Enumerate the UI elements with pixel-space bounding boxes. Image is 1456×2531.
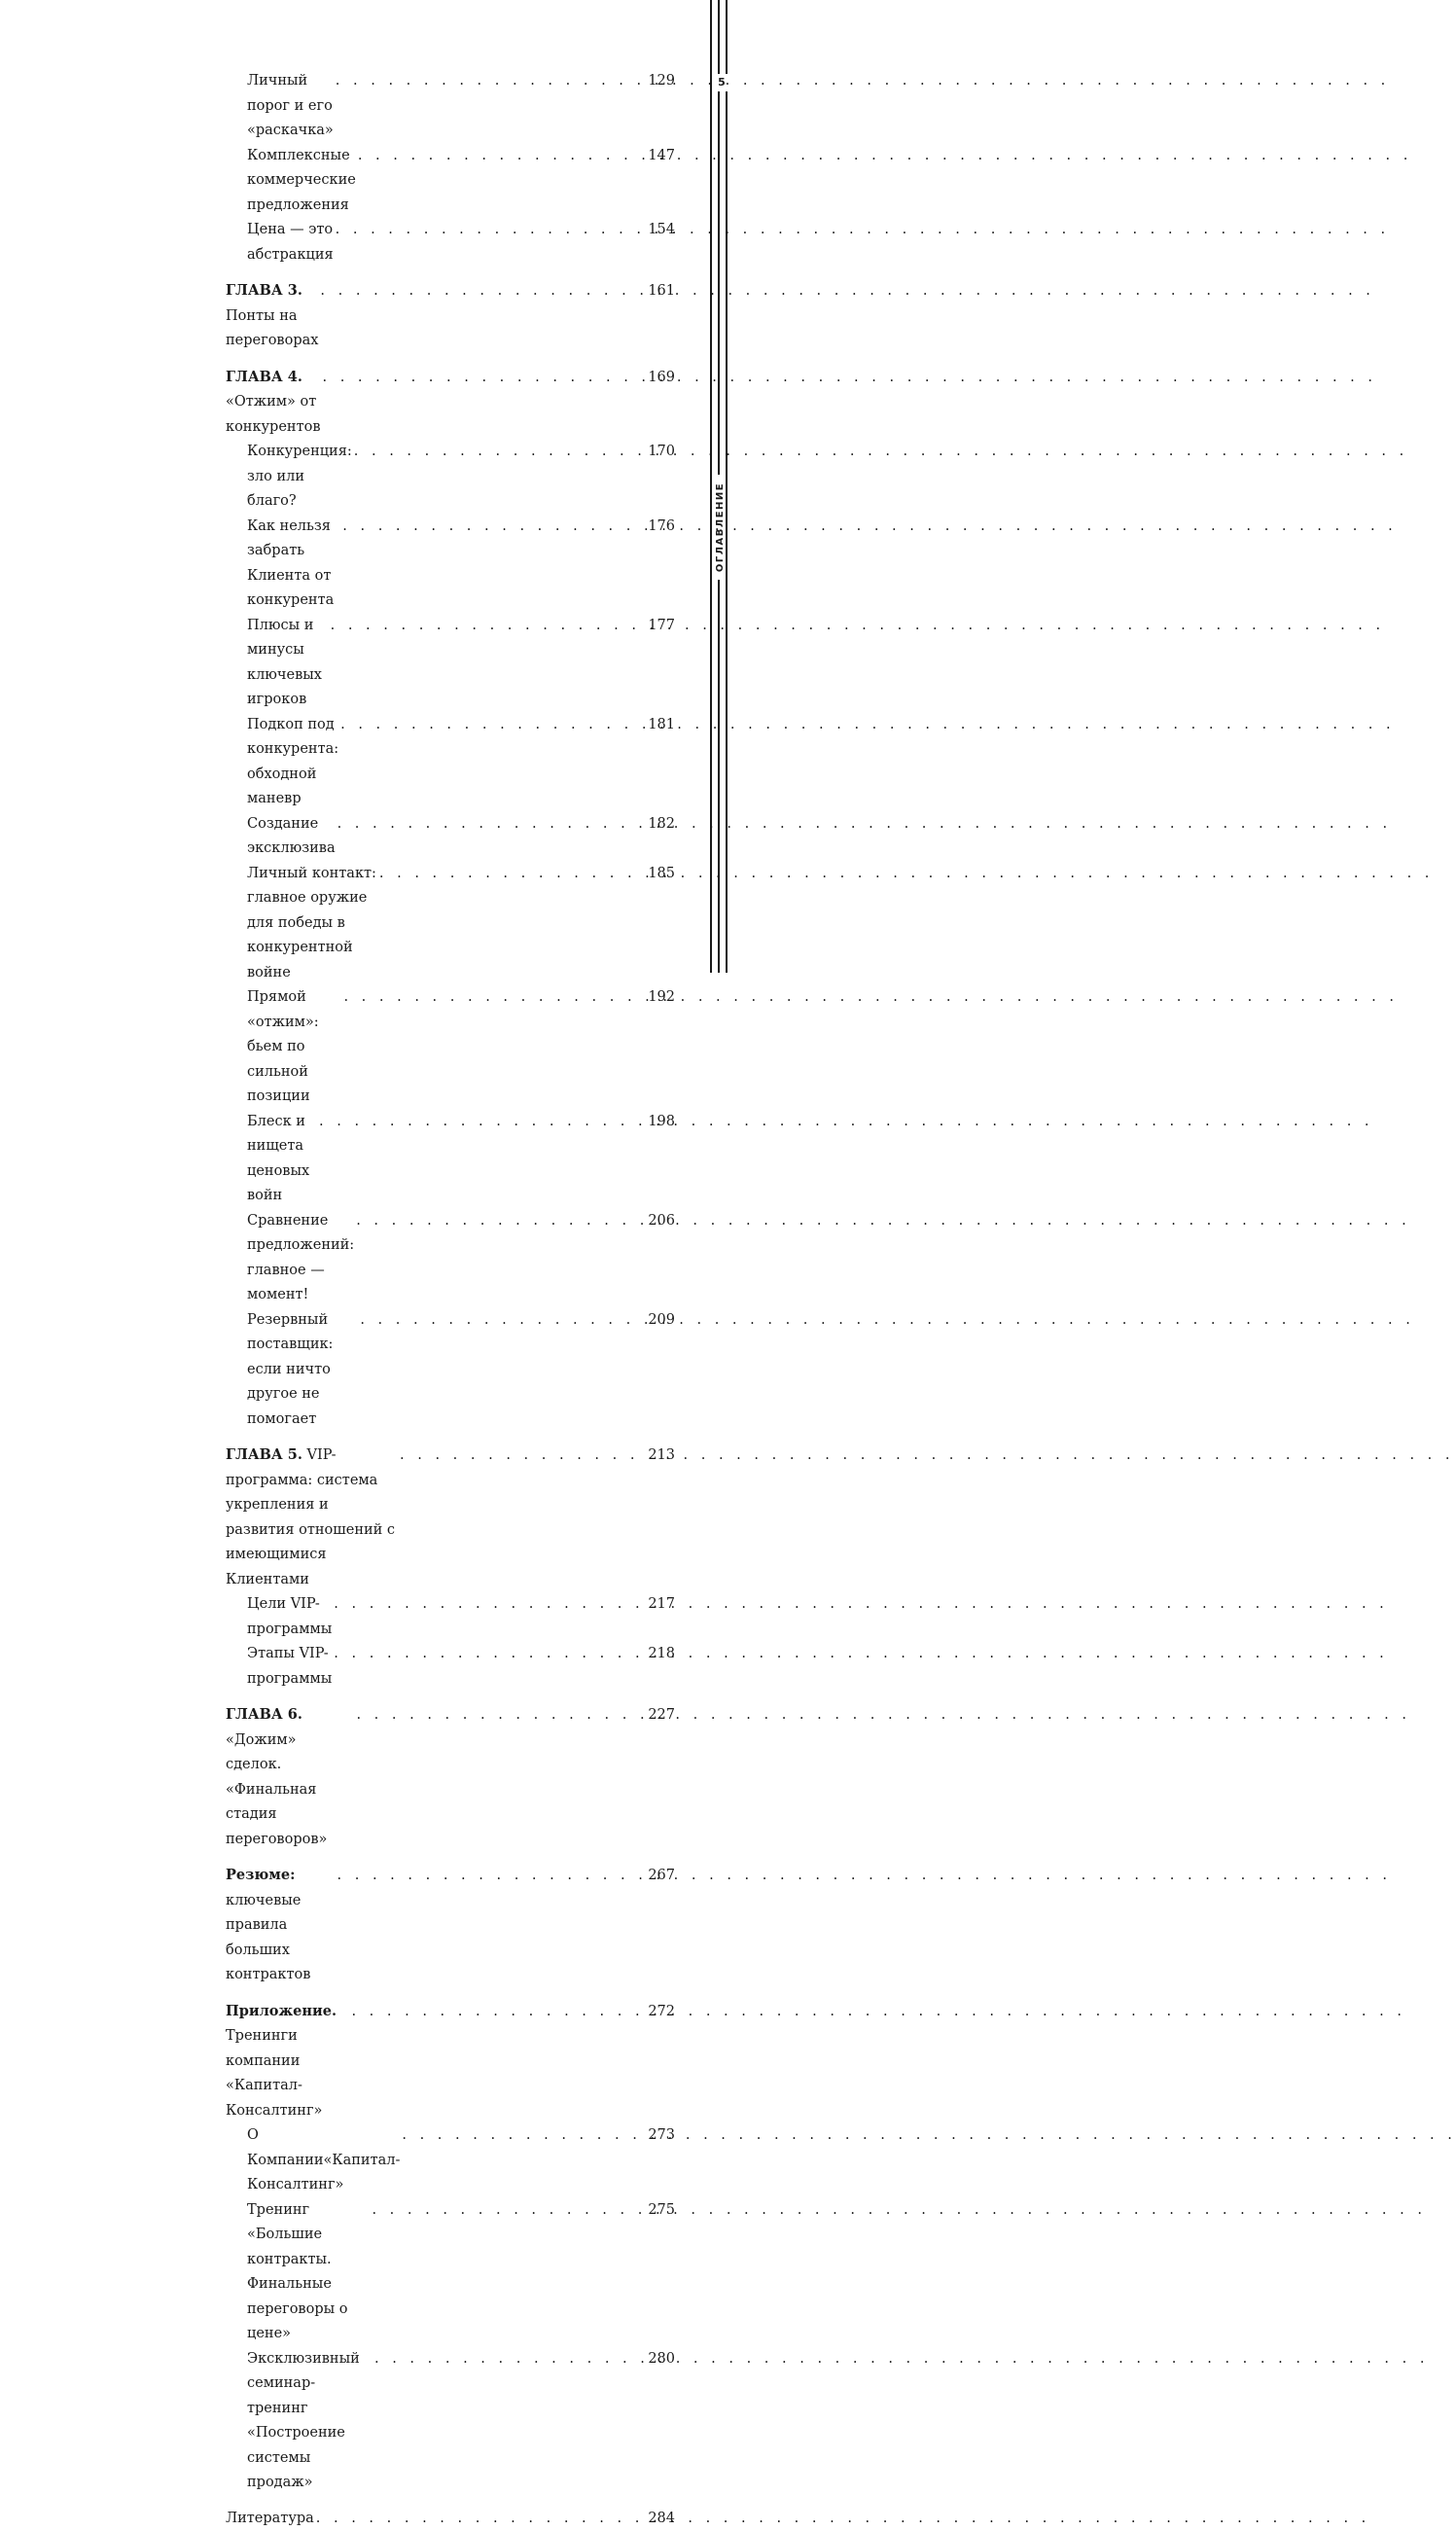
entry-text: Создание эксклюзива xyxy=(247,816,336,857)
toc-entry[interactable] xyxy=(226,1702,675,1852)
entry-prefix: Приложение. xyxy=(226,2003,337,2019)
entry-title xyxy=(247,614,329,713)
entry-page-number: 177 xyxy=(648,614,675,639)
toc-entry[interactable] xyxy=(226,1863,675,1988)
entry-title xyxy=(247,1592,332,1642)
entry-text: Плюсы и минусы ключевых игроков xyxy=(247,618,322,708)
entry-page-number: 267 xyxy=(648,1864,675,1889)
toc-subentry[interactable] xyxy=(226,1308,675,1433)
entry-title xyxy=(247,812,336,862)
dot-leader xyxy=(336,1864,649,1889)
dot-leader xyxy=(352,440,649,465)
dot-leader xyxy=(354,1703,648,1729)
toc-subentry[interactable] xyxy=(226,2198,675,2347)
toc-entry[interactable] xyxy=(226,1443,675,1592)
entry-page-number: 161 xyxy=(648,279,675,304)
dot-leader xyxy=(314,2507,649,2531)
toc-entry[interactable] xyxy=(226,278,675,354)
entry-text: ключевые правила больших контрактов xyxy=(226,1893,310,1983)
entry-text: Блеск и нищета ценовых войн xyxy=(247,1114,309,1204)
toc-subentry[interactable] xyxy=(226,862,675,986)
section-label-text: ОГЛАВЛЕНИЕ xyxy=(715,475,726,580)
dot-leader xyxy=(398,1444,648,1469)
dot-leader xyxy=(332,1592,648,1618)
entry-text: Личный контакт: главное оружие для победы в конкурентной войне xyxy=(247,866,376,980)
entry-prefix: ГЛАВА 4. xyxy=(226,369,302,385)
entry-page-number: 198 xyxy=(648,1110,675,1135)
entry-page-number: 218 xyxy=(648,1642,675,1667)
entry-title xyxy=(247,2123,400,2198)
toc-subentry[interactable] xyxy=(226,144,675,219)
toc-subentry[interactable] xyxy=(226,1110,675,1209)
toc-entry[interactable] xyxy=(226,1999,675,2124)
entry-page-number: 272 xyxy=(648,2000,675,2025)
entry-title xyxy=(247,1308,358,1433)
entry-title xyxy=(247,1642,332,1692)
toc-subentry[interactable] xyxy=(226,713,675,812)
toc-subentry[interactable] xyxy=(226,69,675,144)
entry-text: Комплексные коммерческие предложения xyxy=(247,148,356,213)
dot-leader xyxy=(400,2123,648,2149)
entry-text: Литература xyxy=(226,2511,314,2526)
entry-text: Конкуренция: зло или благо? xyxy=(247,444,352,509)
entry-text: «Дожим» сделок. «Финальная стадия переговоров» xyxy=(226,1732,327,1847)
toc-subentry[interactable] xyxy=(226,2123,675,2198)
entry-text: Понты на переговорах xyxy=(226,308,318,349)
entry-page-number: 129 xyxy=(648,69,675,94)
dot-leader xyxy=(358,1308,648,1334)
dot-leader xyxy=(329,614,649,639)
entry-title xyxy=(247,440,352,515)
entry-page-number: 154 xyxy=(648,218,675,243)
entry-text: Тренинги компании «Капитал-Консалтинг» xyxy=(226,2028,322,2119)
entry-page-number: 147 xyxy=(648,144,675,169)
entry-prefix: Резюме: xyxy=(226,1867,295,1883)
dot-leader xyxy=(340,515,648,540)
entry-page-number: 176 xyxy=(648,515,675,540)
entry-text: Тренинг «Большие контракты. Финальные переговоры о цене» xyxy=(247,2202,348,2342)
toc-entry[interactable] xyxy=(226,365,675,441)
toc-subentry[interactable] xyxy=(226,515,675,614)
entry-page-number: 280 xyxy=(648,2347,675,2372)
toc-subentry[interactable] xyxy=(226,614,675,713)
entry-title xyxy=(226,1863,336,1988)
toc-subentry[interactable] xyxy=(226,985,675,1110)
toc-subentry[interactable] xyxy=(226,1209,675,1308)
entry-text: Как нельзя забрать Клиента от конкурента xyxy=(247,518,334,609)
entry-page-number: 209 xyxy=(648,1308,675,1334)
entry-text: Резервный поставщик: если ничто другое не помогает xyxy=(247,1312,333,1427)
dot-leader xyxy=(373,2347,648,2372)
toc-subentry[interactable] xyxy=(226,2347,675,2496)
entry-title xyxy=(247,862,377,986)
entry-text: Личный порог и его «раскачка» xyxy=(247,73,334,138)
toc-entry[interactable] xyxy=(226,2507,675,2531)
toc-subentry[interactable] xyxy=(226,1592,675,1642)
entry-text: Этапы VIP-программы xyxy=(247,1646,332,1687)
entry-page-number: 275 xyxy=(648,2198,675,2224)
dot-leader xyxy=(317,1110,648,1135)
dot-leader xyxy=(334,69,649,94)
entry-prefix: ГЛАВА 5. xyxy=(226,1446,302,1463)
entry-prefix: ГЛАВА 3. xyxy=(226,282,302,299)
entry-text: Прямой «отжим»: бьем по сильной позиции xyxy=(247,989,319,1104)
entry-page-number: 273 xyxy=(648,2123,675,2149)
entry-page-number: 169 xyxy=(648,366,675,391)
entry-title xyxy=(226,1702,354,1852)
entry-title xyxy=(226,2507,314,2531)
dot-leader xyxy=(341,985,648,1011)
entry-page-number: 170 xyxy=(648,440,675,465)
entry-text: Подкоп под конкурента: обходной маневр xyxy=(247,717,338,807)
entry-text: VIP-программа: система укрепления и развития отношений с имеющимися Клиентами xyxy=(226,1447,395,1587)
dot-leader xyxy=(336,812,649,838)
entry-text: О Компании«Капитал-Консалтинг» xyxy=(247,2127,400,2192)
dot-leader xyxy=(318,279,648,304)
entry-prefix: ГЛАВА 6. xyxy=(226,1706,302,1723)
dot-leader xyxy=(338,713,648,738)
entry-title xyxy=(226,365,321,441)
entry-title xyxy=(247,713,338,812)
entry-page-number: 217 xyxy=(648,1592,675,1618)
toc-subentry[interactable] xyxy=(226,1642,675,1692)
toc-subentry[interactable] xyxy=(226,218,675,267)
toc-subentry[interactable] xyxy=(226,440,675,515)
dot-leader xyxy=(354,1209,648,1234)
entry-title xyxy=(226,278,318,354)
dot-leader xyxy=(332,1642,648,1667)
entry-title xyxy=(247,515,340,614)
dot-leader xyxy=(349,2000,648,2025)
entry-page-number: 284 xyxy=(648,2507,675,2531)
entry-text: «Отжим» от конкурентов xyxy=(226,394,321,435)
entry-page-number: 181 xyxy=(648,713,675,738)
entry-title xyxy=(247,144,356,219)
entry-text: Цели VIP-программы xyxy=(247,1596,332,1637)
entry-title xyxy=(247,2198,370,2347)
entry-title xyxy=(226,1999,349,2124)
dot-leader xyxy=(356,144,649,169)
entry-page-number: 206 xyxy=(648,1209,675,1234)
entry-text: Сравнение предложений: главное — момент! xyxy=(247,1213,354,1303)
dot-leader xyxy=(321,366,649,391)
toc-subentry[interactable] xyxy=(226,812,675,862)
entry-page-number: 227 xyxy=(648,1703,675,1729)
entry-title xyxy=(247,1110,317,1209)
dot-leader xyxy=(334,218,649,243)
entry-page-number: 182 xyxy=(648,812,675,838)
entry-title xyxy=(247,985,341,1110)
entry-title xyxy=(247,69,334,144)
entry-title xyxy=(247,2347,373,2496)
entry-page-number: 213 xyxy=(648,1444,675,1469)
entry-text: Цена — это абстракция xyxy=(247,222,334,263)
entry-page-number: 185 xyxy=(648,862,675,887)
entry-page-number: 192 xyxy=(648,985,675,1011)
entry-text: Эксклюзивный семинар-тренинг «Построение системы продаж» xyxy=(247,2351,360,2491)
dot-leader xyxy=(370,2198,648,2224)
dot-leader xyxy=(377,862,648,887)
entry-title xyxy=(247,1209,354,1308)
table-of-contents xyxy=(226,69,675,2531)
entry-title xyxy=(226,1443,398,1592)
page-number: 5 xyxy=(716,74,728,91)
entry-title xyxy=(247,218,334,267)
